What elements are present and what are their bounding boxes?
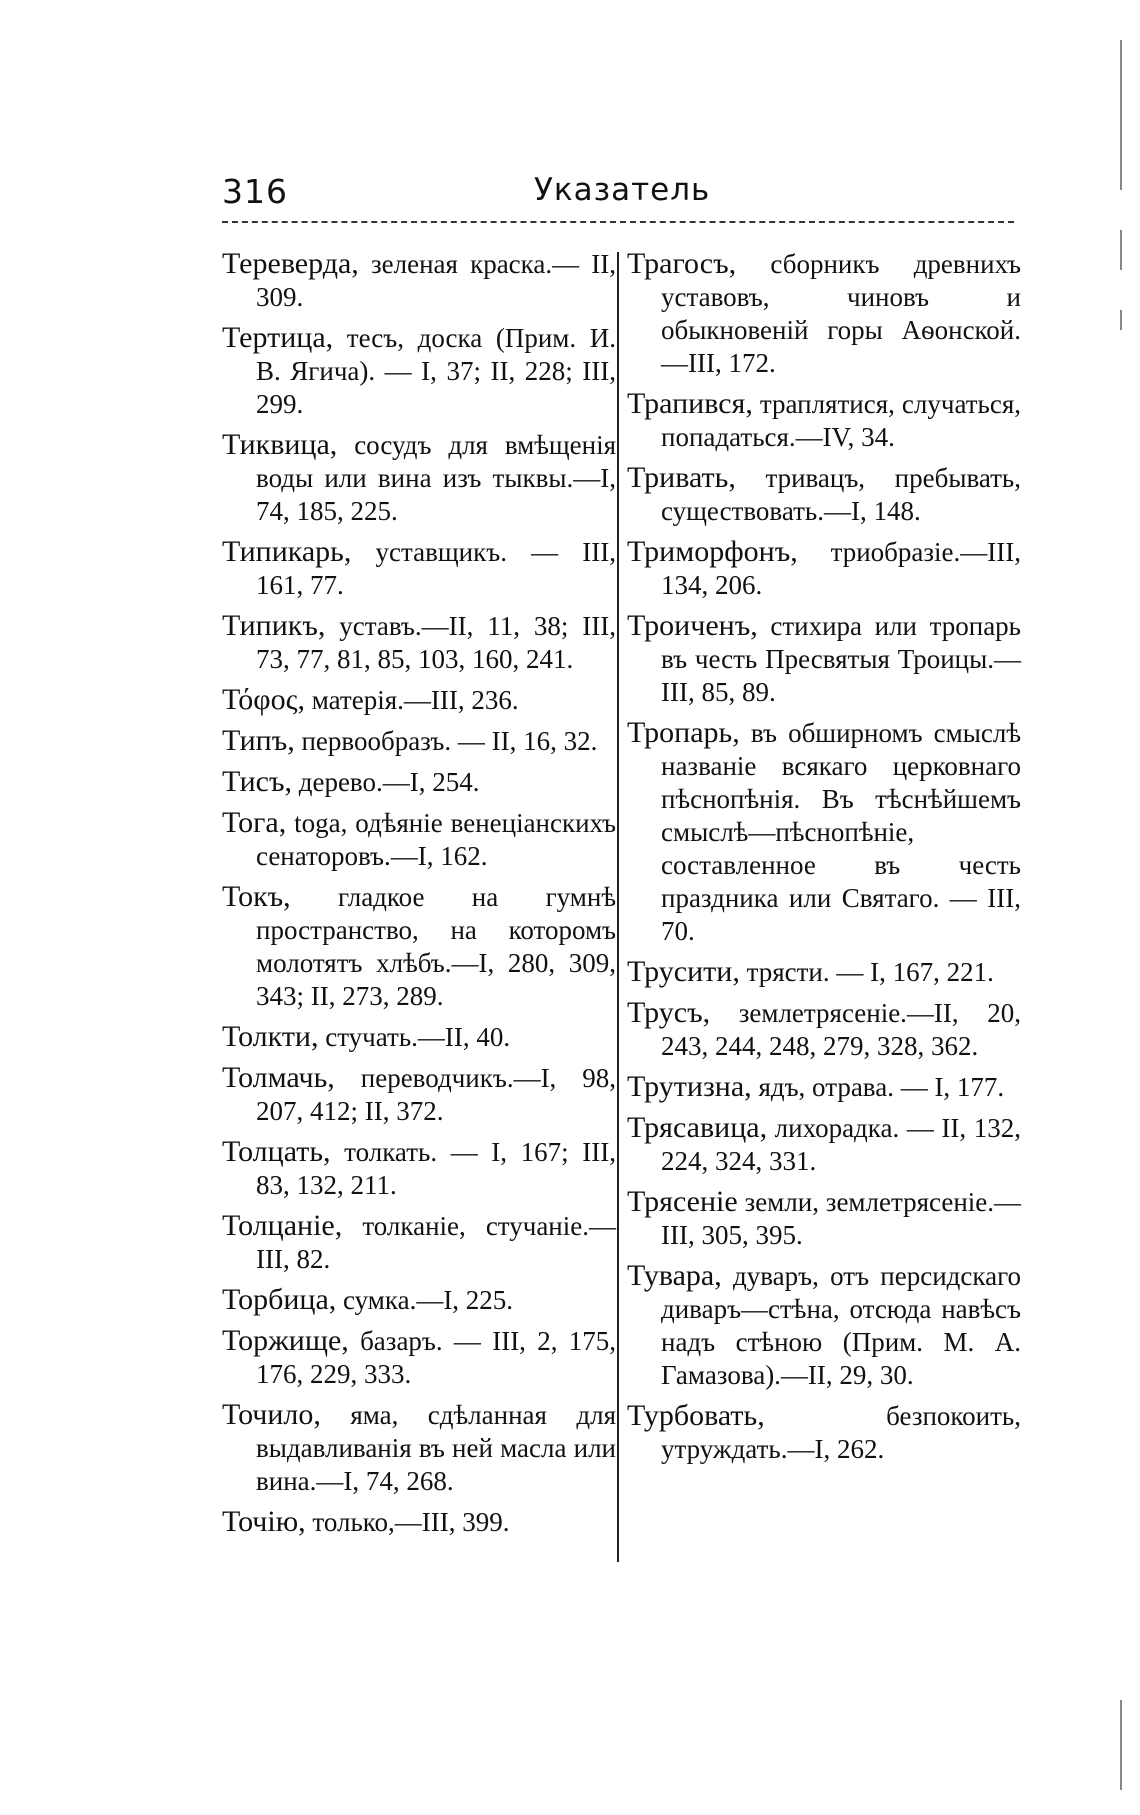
gutter-mark	[1120, 40, 1122, 190]
index-entry	[222, 609, 616, 676]
entry-definition: стучать.—II, 40.	[325, 1022, 511, 1052]
right-column	[627, 247, 1021, 1473]
index-entry	[222, 247, 616, 314]
entry-headword: Толмачь,	[222, 1061, 335, 1094]
entry-headword: Трясеніе	[627, 1185, 738, 1218]
index-entry	[222, 724, 616, 758]
entry-definition: только,—III, 399.	[312, 1507, 510, 1537]
index-entry	[222, 1020, 616, 1054]
index-entry	[222, 1061, 616, 1128]
entry-headword: Триморфонъ,	[627, 535, 798, 568]
entry-definition: toga, одѣяніе венеціанскихъ сенаторовъ.—I, 162.	[256, 808, 616, 871]
entry-definition: сосудъ для вмѣщенія воды или вина изъ тыквы.—I, 74, 185, 225.	[256, 430, 617, 526]
entry-definition: сумка.—I, 225.	[343, 1285, 514, 1315]
entry-definition: въ обширномъ смыслѣ названіе всякаго церковнаго пѣснопѣнія. Въ тѣснѣйшемъ смыслѣ—пѣснопѣніе, составленное въ честь праздника или Святаго. — III, 70.	[661, 718, 1022, 946]
index-entry	[222, 880, 616, 1013]
index-entry	[222, 1505, 616, 1539]
index-entry	[222, 1135, 616, 1202]
entry-definition: трясти. — I, 167, 221.	[746, 957, 994, 987]
entry-definition: ядъ, отрава. — I, 177.	[758, 1072, 1005, 1102]
entry-definition: земли, землетрясеніе.—III, 305, 395.	[661, 1187, 1021, 1250]
entry-headword: Типикъ,	[222, 609, 326, 642]
entry-headword: Тереверда,	[222, 247, 359, 280]
entry-headword: Точію,	[222, 1505, 306, 1538]
entry-definition: уставъ.—II, 11, 38; III, 73, 77, 81, 85, 103, 160, 241.	[256, 611, 616, 674]
entry-headword: Трагосъ,	[627, 247, 737, 280]
entry-definition: толкать. — I, 167; III, 83, 132, 211.	[256, 1137, 617, 1200]
index-entry	[627, 387, 1021, 454]
index-entry	[627, 461, 1021, 528]
column-divider	[617, 252, 619, 1562]
entry-headword: Троиченъ,	[627, 609, 758, 642]
entry-definition: стихира или тропарь въ честь Пресвятыя Троицы.—III, 85, 89.	[661, 611, 1021, 707]
entry-definition: землетрясеніе.—II, 20, 243, 244, 248, 279, 328, 362.	[661, 998, 1021, 1061]
entry-definition: тесъ, доска (Прим. И. В. Ягича). — I, 37; II, 228; III, 299.	[256, 323, 617, 419]
entry-headword: Тувара,	[627, 1259, 722, 1292]
entry-definition: гладкое на гумнѣ пространство, на которомъ молотятъ хлѣбъ.—I, 280, 309, 343; II, 273, 289.	[256, 882, 616, 1011]
entry-headword: Тертица,	[222, 321, 334, 354]
entry-definition: переводчикъ.—I, 98, 207, 412; II, 372.	[256, 1063, 616, 1126]
index-entry	[222, 535, 616, 602]
entry-definition: яма, сдѣланная для выдавливанія въ ней масла или вина.—I, 74, 268.	[256, 1400, 616, 1496]
page-number: 316	[222, 172, 288, 211]
entry-headword: Толцать,	[222, 1135, 331, 1168]
index-entry	[627, 1185, 1021, 1252]
index-entry	[222, 1398, 616, 1498]
entry-headword: Токъ,	[222, 880, 291, 913]
index-entry	[627, 1259, 1021, 1392]
index-entry	[627, 955, 1021, 989]
index-entry	[222, 1283, 616, 1317]
entry-definition: сборникъ древнихъ уставовъ, чиновъ и обыкновеній горы Аѳонской.—III, 172.	[661, 249, 1021, 378]
gutter-mark	[1120, 1700, 1122, 1790]
index-entry	[627, 1070, 1021, 1104]
entry-headword: Трутизна,	[627, 1070, 752, 1103]
entry-definition: зеленая краска.— II, 309.	[256, 249, 616, 312]
index-entry	[627, 609, 1021, 709]
entry-headword: Трясавица,	[627, 1111, 768, 1144]
entry-definition: толканіе, стучаніе.— III, 82.	[256, 1211, 616, 1274]
entry-headword: Тривать,	[627, 461, 736, 494]
entry-headword: Тиквица,	[222, 428, 338, 461]
index-entry	[627, 1399, 1021, 1466]
index-entry	[222, 1324, 616, 1391]
entry-definition: матерія.—III, 236.	[311, 685, 519, 715]
index-entry	[627, 996, 1021, 1063]
left-column	[222, 247, 616, 1546]
entry-headword: Тропарь,	[627, 716, 740, 749]
entry-headword: Трусъ,	[627, 996, 711, 1029]
entry-definition: базаръ. — III, 2, 175, 176, 229, 333.	[256, 1326, 616, 1389]
entry-headword: Торжище,	[222, 1324, 349, 1357]
entry-definition: траплятися, случаться, попадаться.—IV, 34.	[661, 389, 1022, 452]
entry-headword: Типъ,	[222, 724, 295, 757]
entry-definition: дуваръ, отъ персидскаго диваръ—стѣна, отсюда навѣсъ надъ стѣною (Прим. М. А. Гамазова).—II, 29, 30.	[661, 1261, 1021, 1390]
index-entry	[627, 535, 1021, 602]
entry-headword: Трапився,	[627, 387, 753, 420]
entry-definition: дерево.—I, 254.	[298, 767, 480, 797]
header-rule	[222, 221, 1014, 223]
entry-definition: лихорадка. — II, 132, 224, 324, 331.	[661, 1113, 1021, 1176]
index-entry	[222, 765, 616, 799]
index-entry	[222, 428, 616, 528]
running-head: Указатель	[534, 172, 711, 208]
entry-definition: безпокоить, утруждать.—I, 262.	[661, 1401, 1021, 1464]
entry-headword: Трусити,	[627, 955, 740, 988]
entry-headword: Тисъ,	[222, 765, 292, 798]
entry-headword: Τόφος,	[222, 683, 305, 716]
entry-headword: Торбица,	[222, 1283, 337, 1316]
index-entry	[627, 247, 1021, 380]
index-entry	[627, 1111, 1021, 1178]
index-entry	[222, 806, 616, 873]
entry-headword: Тога,	[222, 806, 287, 839]
index-entry	[222, 683, 616, 717]
entry-headword: Толцаніе,	[222, 1209, 343, 1242]
index-entry	[627, 716, 1021, 948]
index-entry	[222, 321, 616, 421]
index-entry	[222, 1209, 616, 1276]
entry-headword: Точило,	[222, 1398, 321, 1431]
gutter-mark	[1120, 310, 1122, 330]
entry-definition: триобразіе.—III, 134, 206.	[661, 537, 1021, 600]
entry-definition: первообразъ. — II, 16, 32.	[301, 726, 598, 756]
entry-headword: Толкти,	[222, 1020, 319, 1053]
gutter-mark	[1120, 230, 1122, 270]
entry-definition: тривацъ, пребывать, существовать.—I, 148.	[661, 463, 1021, 526]
entry-definition: уставщикъ. — III, 161, 77.	[256, 537, 617, 600]
entry-headword: Турбовать,	[627, 1399, 765, 1432]
entry-headword: Типикарь,	[222, 535, 352, 568]
